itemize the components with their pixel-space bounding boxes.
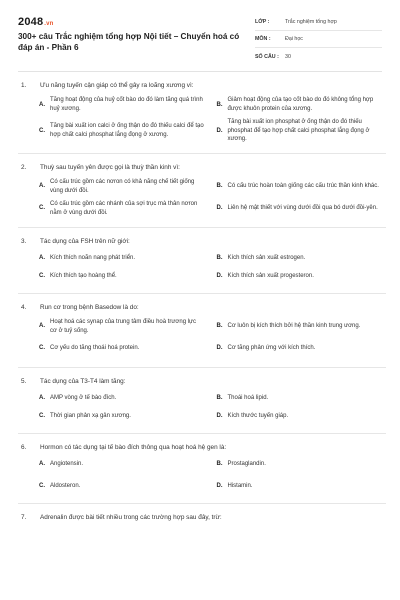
answer-option-b[interactable] (217, 318, 387, 336)
option-text: Histamin. (227, 483, 253, 490)
meta-label: MÔN : (255, 36, 271, 42)
question-list (18, 72, 386, 537)
option-letter: C. (39, 483, 45, 490)
question-stem (18, 81, 386, 90)
answer-options (18, 96, 386, 144)
answer-option-c[interactable] (39, 480, 209, 494)
option-letter: A. (39, 101, 45, 108)
option-text: Tăng hoạt động của huỷ cốt bào do đó làm tăng quá trình huỷ xương. (50, 97, 203, 112)
question-7 (18, 504, 386, 537)
option-text: Có cấu trúc hoàn toàn giống các cấu trúc thần kinh khác. (227, 183, 379, 190)
option-letter: A. (39, 323, 45, 330)
question-number: 1. (21, 82, 27, 89)
meta-value: 30 (285, 53, 291, 60)
answer-options (18, 318, 386, 358)
option-text: Liên hệ mật thiết với vùng dưới đồi qua bó dưới đồi-yên. (227, 205, 378, 212)
option-letter: B. (216, 255, 223, 262)
answer-options (18, 392, 386, 424)
question-text: Run cơ trong bệnh Basedow là do: (40, 303, 139, 311)
option-text: Kích thước tuyến giáp. (227, 413, 289, 420)
question-4 (18, 294, 386, 368)
question-text: Thuỳ sau tuyến yên được gọi là thuỳ thần kinh vì: (40, 163, 180, 171)
option-letter: D. (216, 483, 223, 490)
answer-option-d[interactable] (217, 410, 387, 424)
option-letter: B. (216, 323, 223, 330)
option-letter: C. (39, 413, 45, 420)
answer-options (18, 458, 386, 494)
option-text: Hoạt hoá các synap của trung tâm điều hoà trương lực cơ ở tuỷ sống. (50, 319, 197, 334)
meta-label: SỐ CÂU : (255, 53, 279, 60)
question-5 (18, 368, 386, 434)
option-letter: D. (216, 273, 223, 280)
answer-option-b[interactable] (217, 252, 387, 266)
option-letter: D. (216, 205, 223, 212)
answer-option-c[interactable] (39, 410, 209, 424)
option-letter: A. (39, 183, 45, 190)
site-logo[interactable] (18, 16, 54, 28)
question-number: 2. (21, 163, 27, 171)
document-header (18, 0, 382, 72)
question-3 (18, 228, 386, 294)
option-text: Giảm hoạt động của tạo cốt bào do đó không tổng hợp được khuôn protein của xương. (227, 97, 374, 112)
option-letter: C. (39, 205, 45, 212)
option-text: Tăng bài xuất ion calci ở ống thận do đó thiếu calci để tạo hợp chất calci phosphat lắng đọng ở xương. (50, 123, 204, 138)
option-text: Kích thích tạo hoàng thể. (50, 273, 117, 280)
meta-row-subject (255, 31, 382, 48)
answer-option-b[interactable] (217, 96, 387, 114)
option-text: Cơ tăng phản ứng với kích thích. (227, 345, 316, 352)
option-text: Kích thích sản xuất estrogen. (227, 255, 306, 262)
option-text: Aldosteron. (50, 483, 81, 490)
answer-option-d[interactable] (217, 118, 387, 144)
option-text: Thời gian phản xạ gân xương. (50, 413, 131, 420)
answer-option-a[interactable] (39, 96, 209, 114)
answer-option-b[interactable] (217, 458, 387, 472)
answer-option-b[interactable] (217, 178, 387, 196)
question-text: Adrenalin được bài tiết nhiều trong các trường hợp sau đây, trừ: (40, 513, 222, 521)
option-text: Kích thích sản xuất progesteron. (227, 273, 314, 280)
answer-options (18, 252, 386, 284)
answer-option-a[interactable] (39, 252, 209, 266)
answer-option-d[interactable] (217, 340, 387, 358)
option-letter: A. (39, 395, 45, 402)
option-text: Có cấu trúc gồm các nơron có khả năng chế tiết giống vùng dưới đồi. (50, 179, 195, 194)
answer-option-b[interactable] (217, 392, 387, 406)
option-letter: B. (216, 101, 223, 108)
meta-row-class (255, 14, 382, 31)
answer-option-a[interactable] (39, 392, 209, 406)
meta-value: Trắc nghiệm tổng hợp (285, 19, 337, 25)
question-stem (18, 237, 386, 246)
option-letter: C. (39, 345, 45, 352)
option-letter: D. (216, 413, 223, 420)
question-number: 5. (21, 377, 27, 385)
option-letter: B. (216, 395, 223, 402)
option-letter: A. (39, 255, 45, 262)
option-text: Cơ yếu do tăng thoái hoá protein. (50, 345, 140, 352)
answer-options (18, 178, 386, 218)
answer-option-a[interactable] (39, 458, 209, 472)
answer-option-c[interactable] (39, 270, 209, 284)
answer-option-a[interactable] (39, 178, 209, 196)
question-stem (18, 443, 386, 452)
question-text: Tác dụng của FSH trên nữ giới: (40, 237, 130, 245)
option-letter: D. (216, 345, 223, 352)
question-number: 4. (21, 303, 27, 311)
question-number: 3. (21, 237, 27, 245)
meta-row-count (255, 48, 382, 65)
logo-suffix: .vn (44, 21, 54, 27)
option-text: Angiotensin. (50, 461, 84, 468)
answer-option-c[interactable] (39, 340, 209, 358)
question-6 (18, 434, 386, 504)
question-stem (18, 377, 386, 386)
meta-label: LỚP : (255, 19, 270, 25)
option-letter: B. (216, 183, 223, 190)
option-letter: C. (39, 273, 45, 280)
option-text: Prostaglandin. (227, 461, 266, 468)
option-text: Kích thích noãn nang phát triển. (50, 255, 136, 262)
document-title: 300+ câu Trắc nghiệm tổng hợp Nội tiết – Chuyển hoá có đáp án - Phần 6 (18, 32, 240, 52)
option-letter: C. (39, 127, 45, 134)
question-text: Ưu năng tuyến cận giáp có thể gây ra loãng xương vì: (40, 82, 194, 89)
question-stem (18, 303, 386, 312)
question-number: 6. (21, 443, 27, 451)
answer-option-d[interactable] (217, 270, 387, 284)
option-text: Thoái hoá lipid. (227, 395, 269, 402)
question-text: Hormon có tác dụng tại tế bào đích thông qua hoạt hoá hệ gen là: (40, 443, 227, 451)
option-letter: B. (216, 461, 223, 468)
question-number: 7. (21, 513, 27, 521)
option-letter: A. (39, 461, 45, 468)
answer-option-c[interactable] (39, 118, 209, 144)
logo-main: 2048 (18, 16, 44, 28)
question-text: Tác dụng của T3-T4 làm tăng: (40, 377, 126, 385)
option-text: AMP vòng ở tế bào đích. (50, 395, 117, 402)
answer-option-a[interactable] (39, 318, 209, 336)
document-meta (255, 14, 382, 65)
answer-option-c[interactable] (39, 200, 209, 218)
option-text: Tăng bài xuất ion phosphat ở ống thận do đó thiếu phosphat để tạo hợp chất calci phosphat lắng đọng ở xương. (227, 119, 370, 143)
question-stem (18, 513, 386, 522)
question-1 (18, 72, 386, 154)
option-text: Có cấu trúc gồm các nhánh của sợi trục mà thân nơron nằm ở vùng dưới đồi. (50, 201, 198, 216)
answer-option-d[interactable] (217, 480, 387, 494)
question-stem (18, 163, 386, 172)
question-2 (18, 154, 386, 228)
option-text: Cơ luôn bị kích thích bởi hệ thần kinh trung ương. (227, 323, 361, 330)
answer-option-d[interactable] (217, 200, 387, 218)
meta-value: Đại học (285, 36, 303, 42)
option-letter: D. (216, 127, 223, 134)
